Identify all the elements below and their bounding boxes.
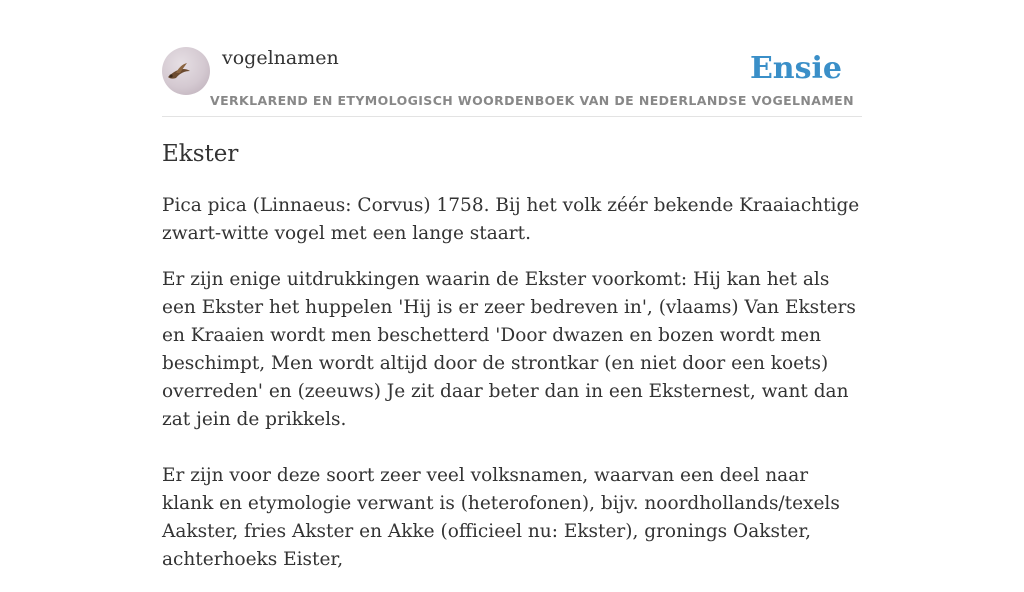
article-intro: Pica pica (Linnaeus: Corvus) 1758. Bij het volk zéér bekende Kraaiachtige zwart-witte vogel met een lange staart. (162, 195, 860, 244)
ensie-logo-link[interactable]: Ensie (749, 51, 842, 86)
article (162, 136, 862, 592)
site-name[interactable]: vogelnamen (222, 47, 339, 69)
site-header (162, 0, 862, 117)
article-body: Er zijn enige uitdrukkingen waarin de Ekster voorkomt: Hij kan het als een Ekster het huppelen 'Hij is er zeer bedreven in', (vlaams) Van Eksters en Kraaien wordt men beschetterd 'Door dwazen en bozen wordt men beschimpt, Men wordt altijd door de strontkar (en niet door een koets) overreden' en (zeeuws) Je zit daar beter dan in een Eksternest, want dan zat jein de prikkels. Er zijn voor deze soort zeer veel volksnamen, waarvan een deel naar klank en etymologie verwant is (heterofonen), bijv. noordhollands/texels Aakster, fries Akster en Akke (officieel nu: Ekster), gronings Oakster, achterhoeks Eister, (162, 269, 856, 570)
article-title: Ekster (162, 141, 239, 167)
site-tagline: VERKLAREND EN ETYMOLOGISCH WOORDENBOEK VAN DE NEDERLANDSE VOGELNAMEN (210, 93, 854, 108)
site-avatar[interactable] (162, 47, 210, 95)
bird-icon (162, 47, 210, 95)
